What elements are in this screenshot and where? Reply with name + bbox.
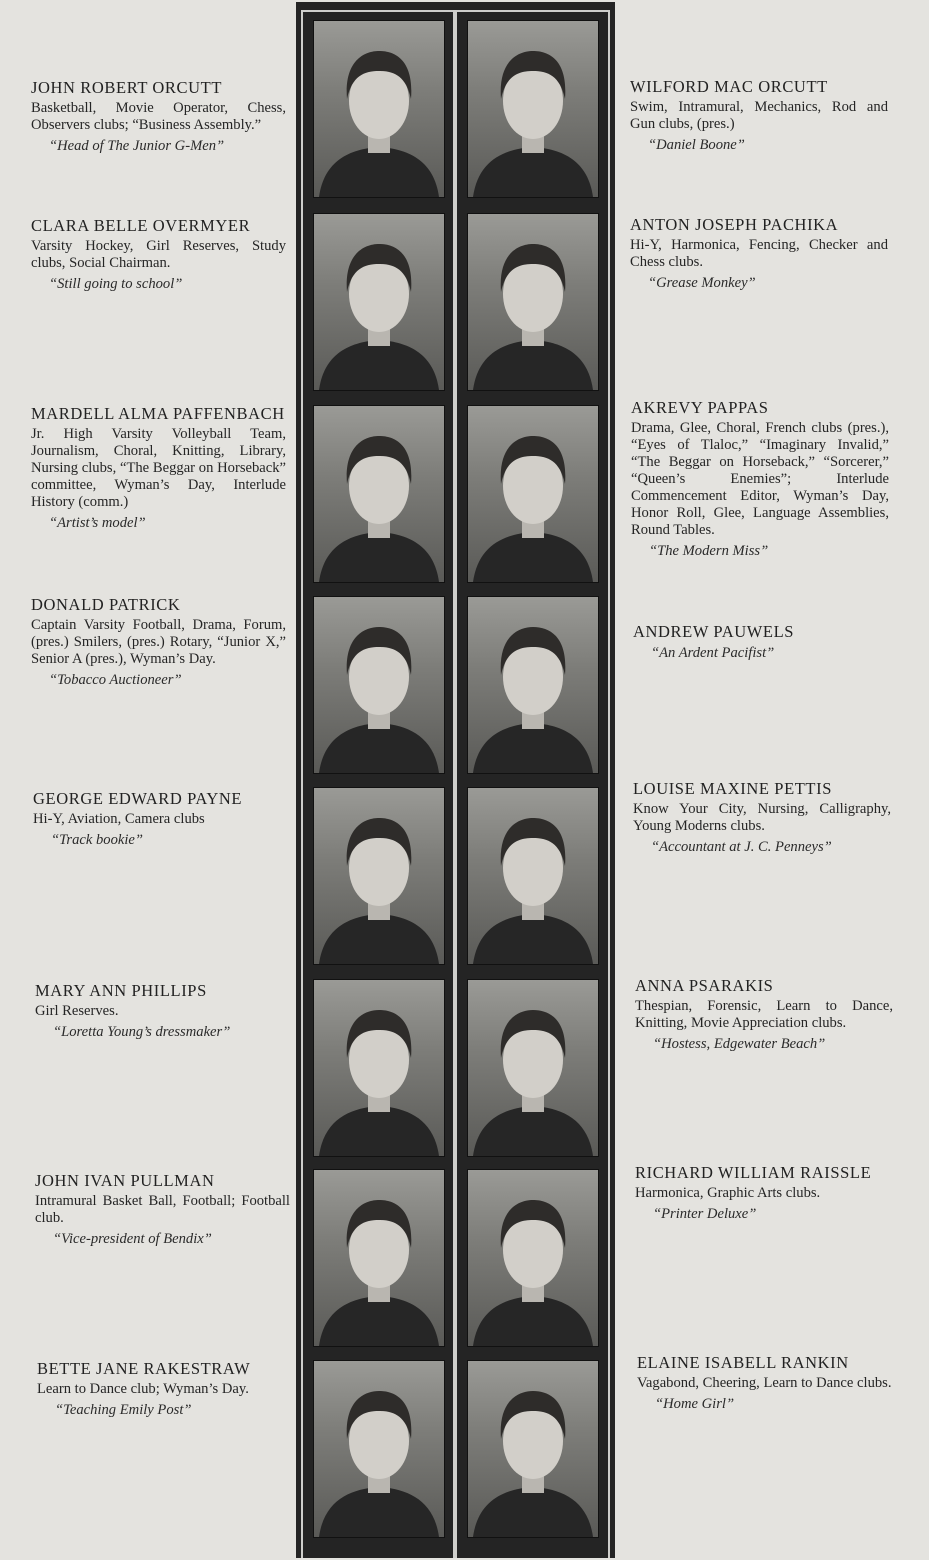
student-portrait-photo (467, 20, 599, 198)
student-activities: Thespian, Forensic, Learn to Dance, Knitting, Movie Appreciation clubs. (635, 998, 893, 1031)
student-activities: Basketball, Movie Operator, Chess, Observers clubs; “Business Assembly.” (31, 100, 286, 133)
student-portrait-photo (313, 1169, 445, 1347)
student-portrait-photo (467, 1169, 599, 1347)
student-portrait-photo (313, 596, 445, 774)
student-entry-left-2 (31, 217, 286, 293)
student-entry-left-5 (33, 790, 288, 849)
student-portrait-photo (313, 979, 445, 1157)
student-activities: Learn to Dance club; Wyman’s Day. (37, 1381, 249, 1397)
student-activities: Vagabond, Cheering, Learn to Dance clubs. (637, 1375, 892, 1391)
student-quote: “Tobacco Auctioneer” (49, 672, 182, 688)
student-name: LOUISE MAXINE PETTIS (633, 779, 832, 798)
student-entry-left-6 (35, 982, 290, 1041)
student-quote: “Printer Deluxe” (653, 1206, 757, 1222)
student-quote: “Vice-president of Bendix” (53, 1231, 212, 1247)
student-quote: “Hostess, Edgewater Beach” (653, 1036, 826, 1052)
student-quote: “Grease Monkey” (648, 275, 756, 291)
student-entry-right-6 (635, 977, 893, 1053)
student-activities: Drama, Glee, Choral, French clubs (pres.), “Eyes of Tlaloc,” “Imaginary Invalid,” “The Beggar on Horseback,” “Sorcerer,” “Queen’s Enemies”; Interlude Commencement Editor, Wyman’s Day, Honor Roll, Glee, Language Assemblies, Round Tables. (631, 420, 889, 538)
student-name: MARDELL ALMA PAFFENBACH (31, 404, 285, 423)
student-portrait-photo (313, 1360, 445, 1538)
student-quote: “Teaching Emily Post” (55, 1402, 192, 1418)
student-portrait-photo (467, 596, 599, 774)
student-activities: Girl Reserves. (35, 1003, 119, 1019)
photo-strip (296, 2, 615, 1558)
student-name: JOHN ROBERT ORCUTT (31, 78, 223, 97)
student-quote: “Artist’s model” (49, 515, 146, 531)
student-portrait-photo (313, 213, 445, 391)
student-name: RICHARD WILLIAM RAISSLE (635, 1163, 872, 1182)
student-portrait-photo (467, 787, 599, 965)
photo-strip-divider (453, 10, 457, 1558)
student-activities: Jr. High Varsity Volleyball Team, Journalism, Choral, Knitting, Library, Nursing clubs, “The Beggar on Horseback” committee, Wyman’s Day, Interlude History (comm.) (31, 426, 286, 510)
student-quote: “Track bookie” (51, 832, 144, 848)
student-activities: Intramural Basket Ball, Football; Football club. (35, 1193, 290, 1226)
student-name: ANNA PSARAKIS (635, 976, 774, 995)
student-name: JOHN IVAN PULLMAN (35, 1171, 215, 1190)
student-activities: Varsity Hockey, Girl Reserves, Study clubs, Social Chairman. (31, 238, 286, 271)
student-name: GEORGE EDWARD PAYNE (33, 789, 243, 808)
student-entry-right-1 (630, 78, 888, 154)
student-activities: Know Your City, Nursing, Calligraphy, Young Moderns clubs. (633, 801, 891, 834)
student-quote: “Head of The Junior G-Men” (49, 138, 225, 154)
student-quote: “Daniel Boone” (648, 137, 745, 153)
student-quote: “Home Girl” (655, 1396, 735, 1412)
student-activities: Captain Varsity Football, Drama, Forum, (pres.) Smilers, (pres.) Rotary, “Junior X,” Senior A (pres.), Wyman’s Day. (31, 617, 286, 667)
student-name: CLARA BELLE OVERMYER (31, 216, 251, 235)
student-entry-left-1 (31, 79, 286, 155)
student-quote: “The Modern Miss” (649, 543, 769, 559)
student-name: AKREVY PAPPAS (631, 398, 769, 417)
student-entry-right-3 (631, 399, 889, 560)
student-entry-right-5 (633, 780, 891, 856)
student-quote: “Accountant at J. C. Penneys” (651, 839, 832, 855)
student-quote: “An Ardent Pacifist” (651, 645, 775, 661)
student-entry-left-8 (37, 1360, 292, 1419)
student-portrait-photo (467, 979, 599, 1157)
student-activities: Harmonica, Graphic Arts clubs. (635, 1185, 821, 1201)
student-portrait-photo (467, 213, 599, 391)
student-quote: “Still going to school” (49, 276, 183, 292)
student-name: ANTON JOSEPH PACHIKA (630, 215, 839, 234)
student-portrait-photo (313, 787, 445, 965)
student-activities: Hi-Y, Harmonica, Fencing, Checker and Chess clubs. (630, 237, 888, 270)
student-entry-right-7 (635, 1164, 893, 1223)
student-portrait-photo (313, 405, 445, 583)
student-name: ANDREW PAUWELS (633, 622, 795, 641)
student-name: BETTE JANE RAKESTRAW (37, 1359, 251, 1378)
student-entry-right-8 (637, 1354, 895, 1413)
student-entry-left-4 (31, 596, 286, 689)
student-name: DONALD PATRICK (31, 595, 181, 614)
student-entry-right-4 (633, 623, 891, 662)
student-name: WILFORD MAC ORCUTT (630, 77, 828, 96)
student-activities: Hi-Y, Aviation, Camera clubs (33, 811, 205, 827)
student-entry-right-2 (630, 216, 888, 292)
student-entry-left-3 (31, 405, 286, 532)
student-portrait-photo (467, 1360, 599, 1538)
student-entry-left-7 (35, 1172, 290, 1248)
student-name: ELAINE ISABELL RANKIN (637, 1353, 849, 1372)
student-quote: “Loretta Young’s dressmaker” (53, 1024, 231, 1040)
student-portrait-photo (313, 20, 445, 198)
student-activities: Swim, Intramural, Mechanics, Rod and Gun clubs, (pres.) (630, 99, 888, 132)
student-name: MARY ANN PHILLIPS (35, 981, 207, 1000)
student-portrait-photo (467, 405, 599, 583)
